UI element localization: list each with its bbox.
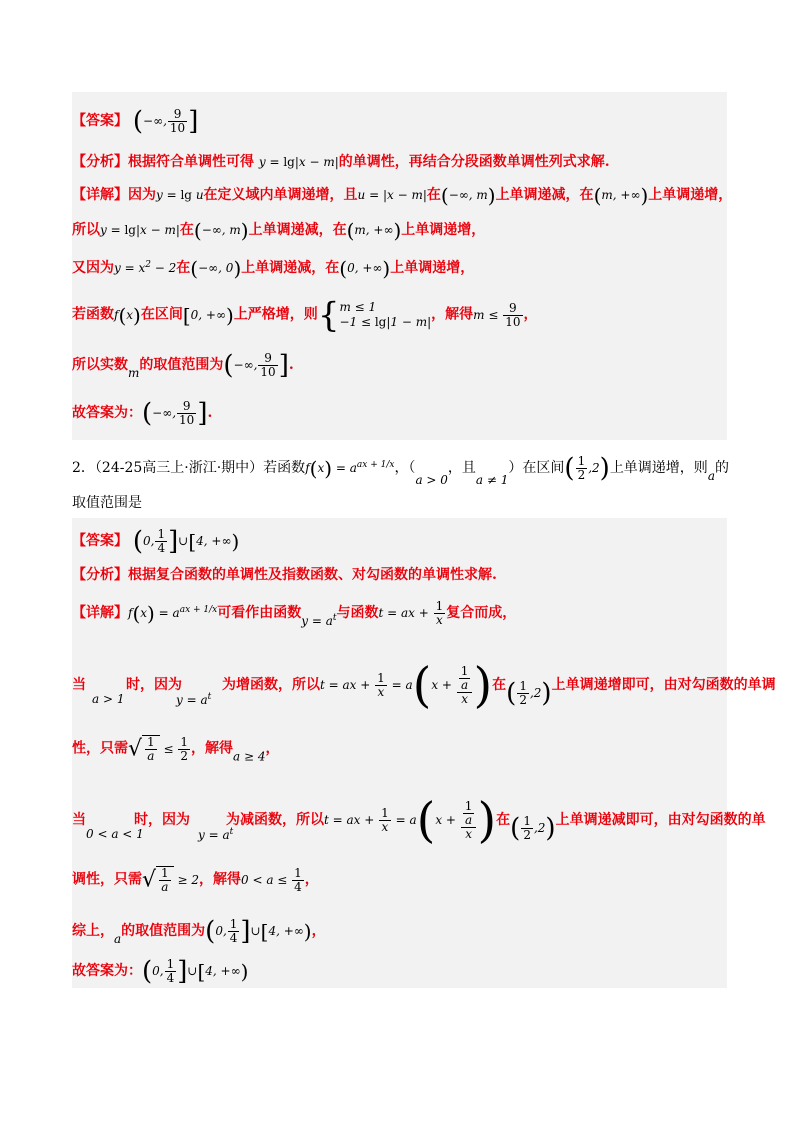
detail2-line-4: 当 时，因为 为减函数，所以t = ax + $\frac{1}{x}$ = a(x + $\frac{\frac{1}{a}}{x}$ )在( $\frac{1}{2}$ ,2)上单调递减即可，由对勾函数的单 xyxy=(72,792,766,849)
detail-line-6: 故答案为：(−∞, $\frac{9}{10}$ ]. xyxy=(72,398,213,429)
analysis-line-1: 【分析】根据符合单调性可得 y = lg|x − m|的单调性，再结合分段函数单调性列式求解. xyxy=(72,154,610,170)
answer-line-1: 【答案】 (−∞, $\frac{9}{10}$ ] xyxy=(72,106,199,137)
detail-line-4: 若函数f(x)在区间[0, +∞)上严格增，则{ m ≤ 1 −1 ≤ lg|1 − m| ，解得m ≤ $\frac{9}{10}$ ， xyxy=(72,295,538,335)
detail2-line-6: 综上，a的取值范围为(0, $\frac{1}{4}$ ]∪[4, +∞)， xyxy=(72,916,326,947)
y-equals-a-t-2: $y = a^t$ xyxy=(198,827,234,842)
question-2-line-2: 取值范围是 xyxy=(72,495,142,511)
question-2-line-1: 2．（24-25高三上·浙江·期中）若函数$f(x) = a^{ax + 1/x}$，（a > 0，且a ≠ 1）在区间( $\frac{1}{2}$ ,2)上单调递增，则a的 xyxy=(72,453,729,487)
detail2-line-7: 故答案为：(0, $\frac{1}{4}$ ]∪[4, +∞) xyxy=(72,956,249,987)
detail2-line-1: 【详解】$f(x) = a^{ax + 1/x}$可看作由函数$y = a^t$与函数t = ax + $\frac{1}{x}$ 复合而成， xyxy=(72,599,517,628)
detail-line-2: 所以y = lg|x − m|在(−∞, m)上单调递减，在(m, +∞)上单调递增， xyxy=(72,218,486,243)
cond-a-gt-1: a > 1 xyxy=(92,692,125,706)
detail2-line-2: 当 时，因为 为增函数，所以t = ax + $\frac{1}{x}$ = a(x + $\frac{\frac{1}{a}}{x}$ )在( $\frac{1}{2}$ ,2)上单调递增即可，由对勾函数的单调 xyxy=(72,657,776,714)
answer-line-2: 【答案】 (0, $\frac{1}{4}$ ]∪[4, +∞) xyxy=(72,526,240,557)
detail2-line-5: 调性，只需√ $\frac{1}{a}$ ≥ 2，解得0 < a ≤ $\frac{1}{4}$ ， xyxy=(72,865,319,894)
cond-0-lt-a-lt-1: 0 < a < 1 xyxy=(86,827,144,841)
detail-line-5: 所以实数m的取值范围为(−∞, $\frac{9}{10}$ ]. xyxy=(72,350,294,381)
detail-line-3: 又因为$y = x^2 - 2$在(−∞, 0)上单调递减，在(0, +∞)上单调递增， xyxy=(72,256,475,281)
detail2-line-3: 性，只需√ $\frac{1}{a}$ ≤ $\frac{1}{2}$ ，解得a ≥ 4， xyxy=(72,734,280,764)
detail-line-1: 【详解】因为y = lg u在定义域内单调递增，且u = |x − m|在(−∞, m)上单调递减，在(m, +∞)上单调递增， xyxy=(72,183,733,208)
y-equals-a-t-1: $y = a^t$ xyxy=(176,692,212,707)
analysis-line-2: 【分析】根据复合函数的单调性及指数函数、对勾函数的单调性求解. xyxy=(72,567,497,583)
